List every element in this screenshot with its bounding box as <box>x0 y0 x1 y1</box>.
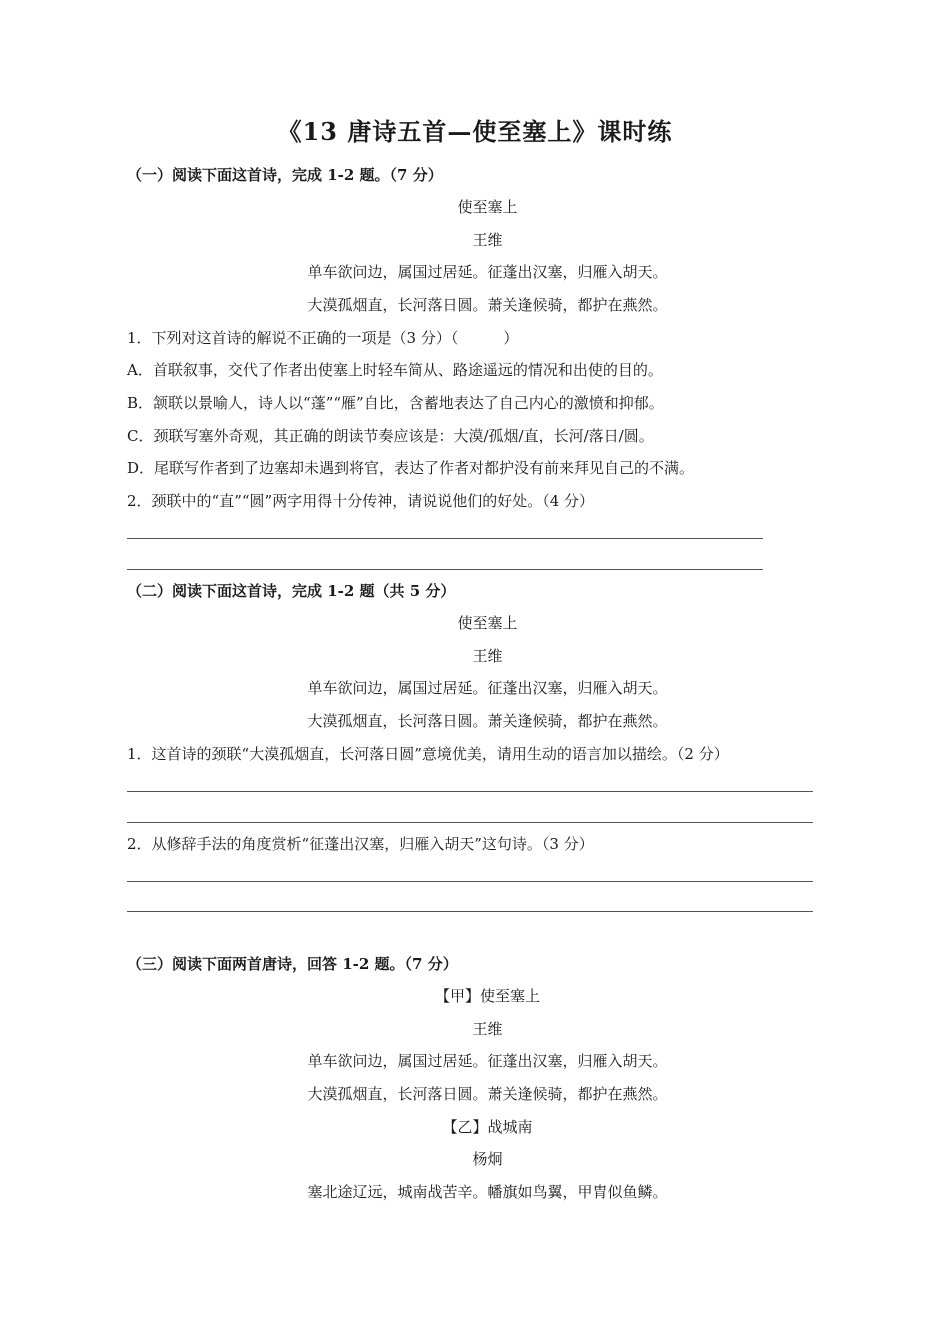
answer-line <box>127 881 813 882</box>
section2-question-2: 2．从修辞手法的角度赏析“征蓬出汉塞，归雁入胡天”这句诗。（3 分） <box>127 835 594 853</box>
section1-poem-line-1: 单车欲问边，属国过居延。征蓬出汉塞，归雁入胡天。 <box>307 263 668 281</box>
section2-poet: 王维 <box>472 647 503 665</box>
document-title: 《13 唐诗五首—使至塞上》课时练 <box>277 117 673 146</box>
section1-poem-title: 使至塞上 <box>457 198 518 216</box>
section2-heading: （二）阅读下面这首诗，完成 1-2 题（共 5 分） <box>127 582 456 600</box>
section2-poem-line-2: 大漠孤烟直，长河落日圆。萧关逢候骑，都护在燕然。 <box>307 712 668 730</box>
section1-poem-line-2: 大漠孤烟直，长河落日圆。萧关逢候骑，都护在燕然。 <box>307 296 668 314</box>
section1-option-b: B．颔联以景喻人，诗人以“蓬”“雁”自比，含蓄地表达了自己内心的激愤和抑郁。 <box>127 394 664 412</box>
poem-a-title: 【甲】使至塞上 <box>434 987 540 1005</box>
section1-poet: 王维 <box>472 231 503 249</box>
poem-a-poet: 王维 <box>472 1020 503 1038</box>
answer-line <box>127 569 763 570</box>
answer-line <box>127 911 813 912</box>
answer-line <box>127 791 813 792</box>
section3-heading: （三）阅读下面两首唐诗，回答 1-2 题。（7 分） <box>127 955 458 973</box>
section1-option-c: C．颈联写塞外奇观，其正确的朗读节奏应该是：大漠/孤烟/直，长河/落日/圆。 <box>127 427 654 445</box>
poem-b-poet: 杨炯 <box>472 1150 503 1168</box>
section1-option-d: D．尾联写作者到了边塞却未遇到将官，表达了作者对都护没有前来拜见自己的不满。 <box>127 459 695 477</box>
section2-question-1: 1．这首诗的颈联“大漠孤烟直，长河落日圆”意境优美，请用生动的语言加以描绘。（2 分） <box>127 745 729 763</box>
answer-line <box>127 822 813 823</box>
section2-poem-line-1: 单车欲问边，属国过居延。征蓬出汉塞，归雁入胡天。 <box>307 679 668 697</box>
poem-b-line-1: 塞北途辽远，城南战苦辛。幡旗如鸟翼，甲胄似鱼鳞。 <box>307 1183 668 1201</box>
poem-b-title: 【乙】战城南 <box>442 1118 533 1136</box>
section1-option-a: A．首联叙事，交代了作者出使塞上时轻车简从、路途遥远的情况和出使的目的。 <box>127 361 663 379</box>
section2-poem-title: 使至塞上 <box>457 614 518 632</box>
poem-a-line-2: 大漠孤烟直，长河落日圆。萧关逢候骑，都护在燕然。 <box>307 1085 668 1103</box>
answer-line <box>127 538 763 539</box>
section1-question-2: 2．颈联中的“直”“圆”两字用得十分传神，请说说他们的好处。（4 分） <box>127 492 595 510</box>
section1-heading: （一）阅读下面这首诗，完成 1-2 题。（7 分） <box>127 166 443 184</box>
section1-question-1: 1．下列对这首诗的解说不正确的一项是（3 分）（ ） <box>127 329 519 347</box>
poem-a-line-1: 单车欲问边，属国过居延。征蓬出汉塞，归雁入胡天。 <box>307 1052 668 1070</box>
